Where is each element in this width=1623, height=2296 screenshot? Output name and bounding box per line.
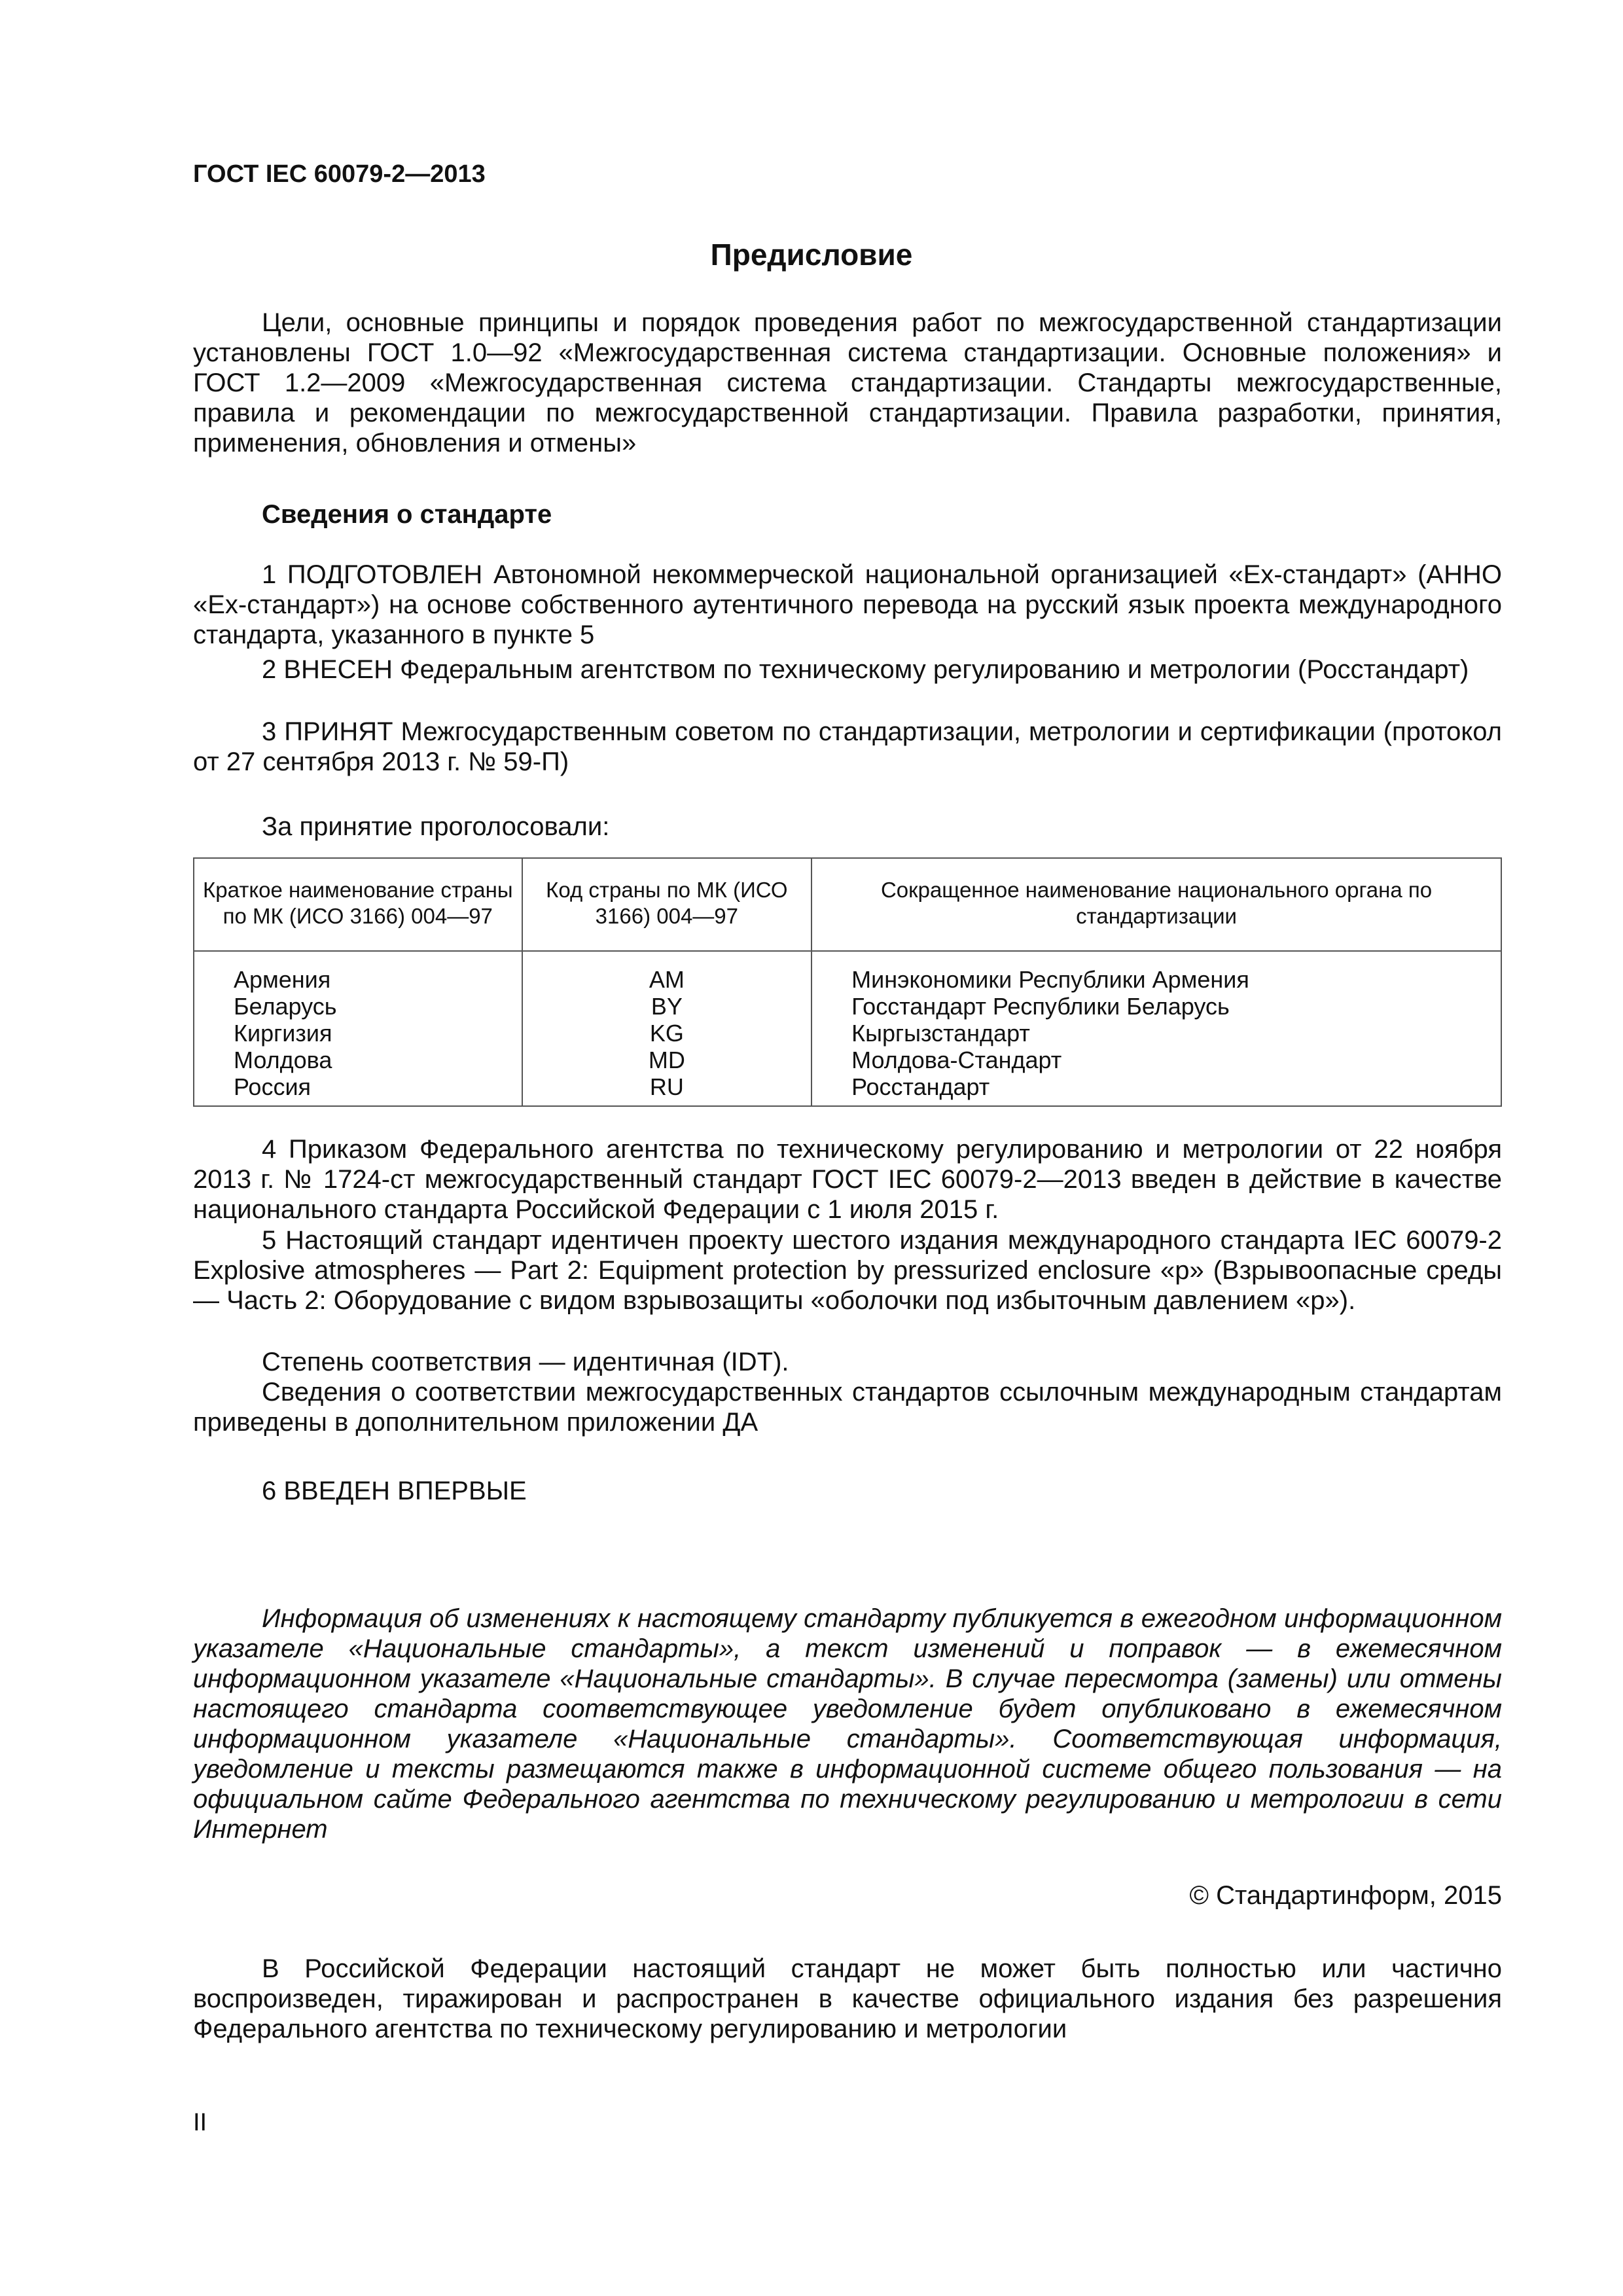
voting-states-table	[193, 857, 1502, 1107]
legal-notice: В Российской Федерации настоящий стандарт не может быть полностью или частично воспроизведен, тиражирован и распространен в качестве официального издания без разрешения Федерального агентства по техническому регулированию и метрологии	[193, 1954, 1502, 2043]
table-row	[194, 993, 1501, 1020]
body-cell: Госстандарт Республики Беларусь	[812, 993, 1501, 1020]
standard-code-header: ГОСТ IEC 60079-2—2013	[193, 160, 486, 188]
page-title: Предисловие	[710, 238, 913, 272]
table-row	[194, 1047, 1501, 1073]
copyright: © Стандартинформ, 2015	[1189, 1881, 1502, 1910]
item-5: 5 Настоящий стандарт идентичен проекту шестого издания международного стандарта IEC 60079-2 Explosive atmospheres — Part 2: Equipment protection by pressurized enclosure «р» (Взрывоопасные среды — Часть 2: Оборудование с видом взрывозащиты «оболочки под избыточным давлением «р»).	[193, 1226, 1502, 1315]
item-5-degree: Степень соответствия — идентичная (IDT).	[262, 1348, 789, 1376]
country-cell: Беларусь	[194, 993, 522, 1020]
country-cell: Россия	[194, 1073, 522, 1106]
table-row	[194, 951, 1501, 993]
item-1: 1 ПОДГОТОВЛЕН Автономной некоммерческой национальной организацией «Ех-стандарт» (АННО «Ех-стандарт») на основе собственного аутентичного перевода на русский язык проекта международного стандарта, указанного в пункте 5	[193, 560, 1502, 649]
intro-paragraph: Цели, основные принципы и порядок проведения работ по межгосударственной стандартизации установлены ГОСТ 1.0—92 «Межгосударственная система стандартизации. Основные положения» и ГОСТ 1.2—2009 «Межгосударственная система стандартизации. Стандарты межгосударственные, правила и рекомендации по межгосударственной стандартизации. Правила разработки, принятия, применения, обновления и отмены»	[193, 308, 1502, 457]
section-heading: Сведения о стандарте	[262, 500, 552, 529]
country-cell: Молдова	[194, 1047, 522, 1073]
item-6: 6 ВВЕДЕН ВПЕРВЫЕ	[262, 1477, 527, 1505]
column-header-country: Краткое наименование страны по МК (ИСО 3166) 004—97	[194, 858, 522, 951]
body-cell: Молдова-Стандарт	[812, 1047, 1501, 1073]
body-cell: Росстандарт	[812, 1073, 1501, 1106]
body-cell: Минэкономики Республики Армения	[812, 951, 1501, 993]
item-2: 2 ВНЕСЕН Федеральным агентством по техническому регулированию и метрологии (Росстандарт)	[262, 655, 1469, 684]
item-4: 4 Приказом Федерального агентства по техническому регулированию и метрологии от 22 ноября 2013 г. № 1724-ст межгосударственный стандарт ГОСТ IEC 60079-2—2013 введен в действие в качестве национального стандарта Российской Федерации с 1 июля 2015 г.	[193, 1135, 1502, 1224]
code-cell: BY	[522, 993, 812, 1020]
vote-label: За принятие проголосовали:	[262, 812, 610, 841]
code-cell: AM	[522, 951, 812, 993]
country-cell: Армения	[194, 951, 522, 993]
table-header-row	[194, 858, 1501, 951]
page-number: II	[193, 2109, 207, 2136]
table-row	[194, 1020, 1501, 1047]
item-5-references: Сведения о соответствии межгосударственных стандартов ссылочным международным стандартам приведены в дополнительном приложении ДА	[193, 1378, 1502, 1437]
code-cell: RU	[522, 1073, 812, 1106]
item-3: 3 ПРИНЯТ Межгосударственным советом по стандартизации, метрологии и сертификации (протокол от 27 сентября 2013 г. № 59-П)	[193, 717, 1502, 776]
country-cell: Киргизия	[194, 1020, 522, 1047]
body-cell: Кыргызстандарт	[812, 1020, 1501, 1047]
table-row	[194, 1073, 1501, 1106]
column-header-body: Сокращенное наименование национального органа по стандартизации	[812, 858, 1501, 951]
code-cell: MD	[522, 1047, 812, 1073]
amendments-notice: Информация об изменениях к настоящему стандарту публикуется в ежегодном информационном указателе «Национальные стандарты», а текст изменений и поправок — в ежемесячном информационном указателе «Национальные стандарты». В случае пересмотра (замены) или отмены настоящего стандарта соответствующее уведомление будет опубликовано в ежемесячном информационном указателе «Национальные стандарты». Соответствующая информация, уведомление и тексты размещаются также в информационной системе общего пользования — на официальном сайте Федерального агентства по техническому регулированию и метрологии в сети Интернет	[193, 1604, 1502, 1844]
code-cell: KG	[522, 1020, 812, 1047]
column-header-code: Код страны по МК (ИСО 3166) 004—97	[522, 858, 812, 951]
